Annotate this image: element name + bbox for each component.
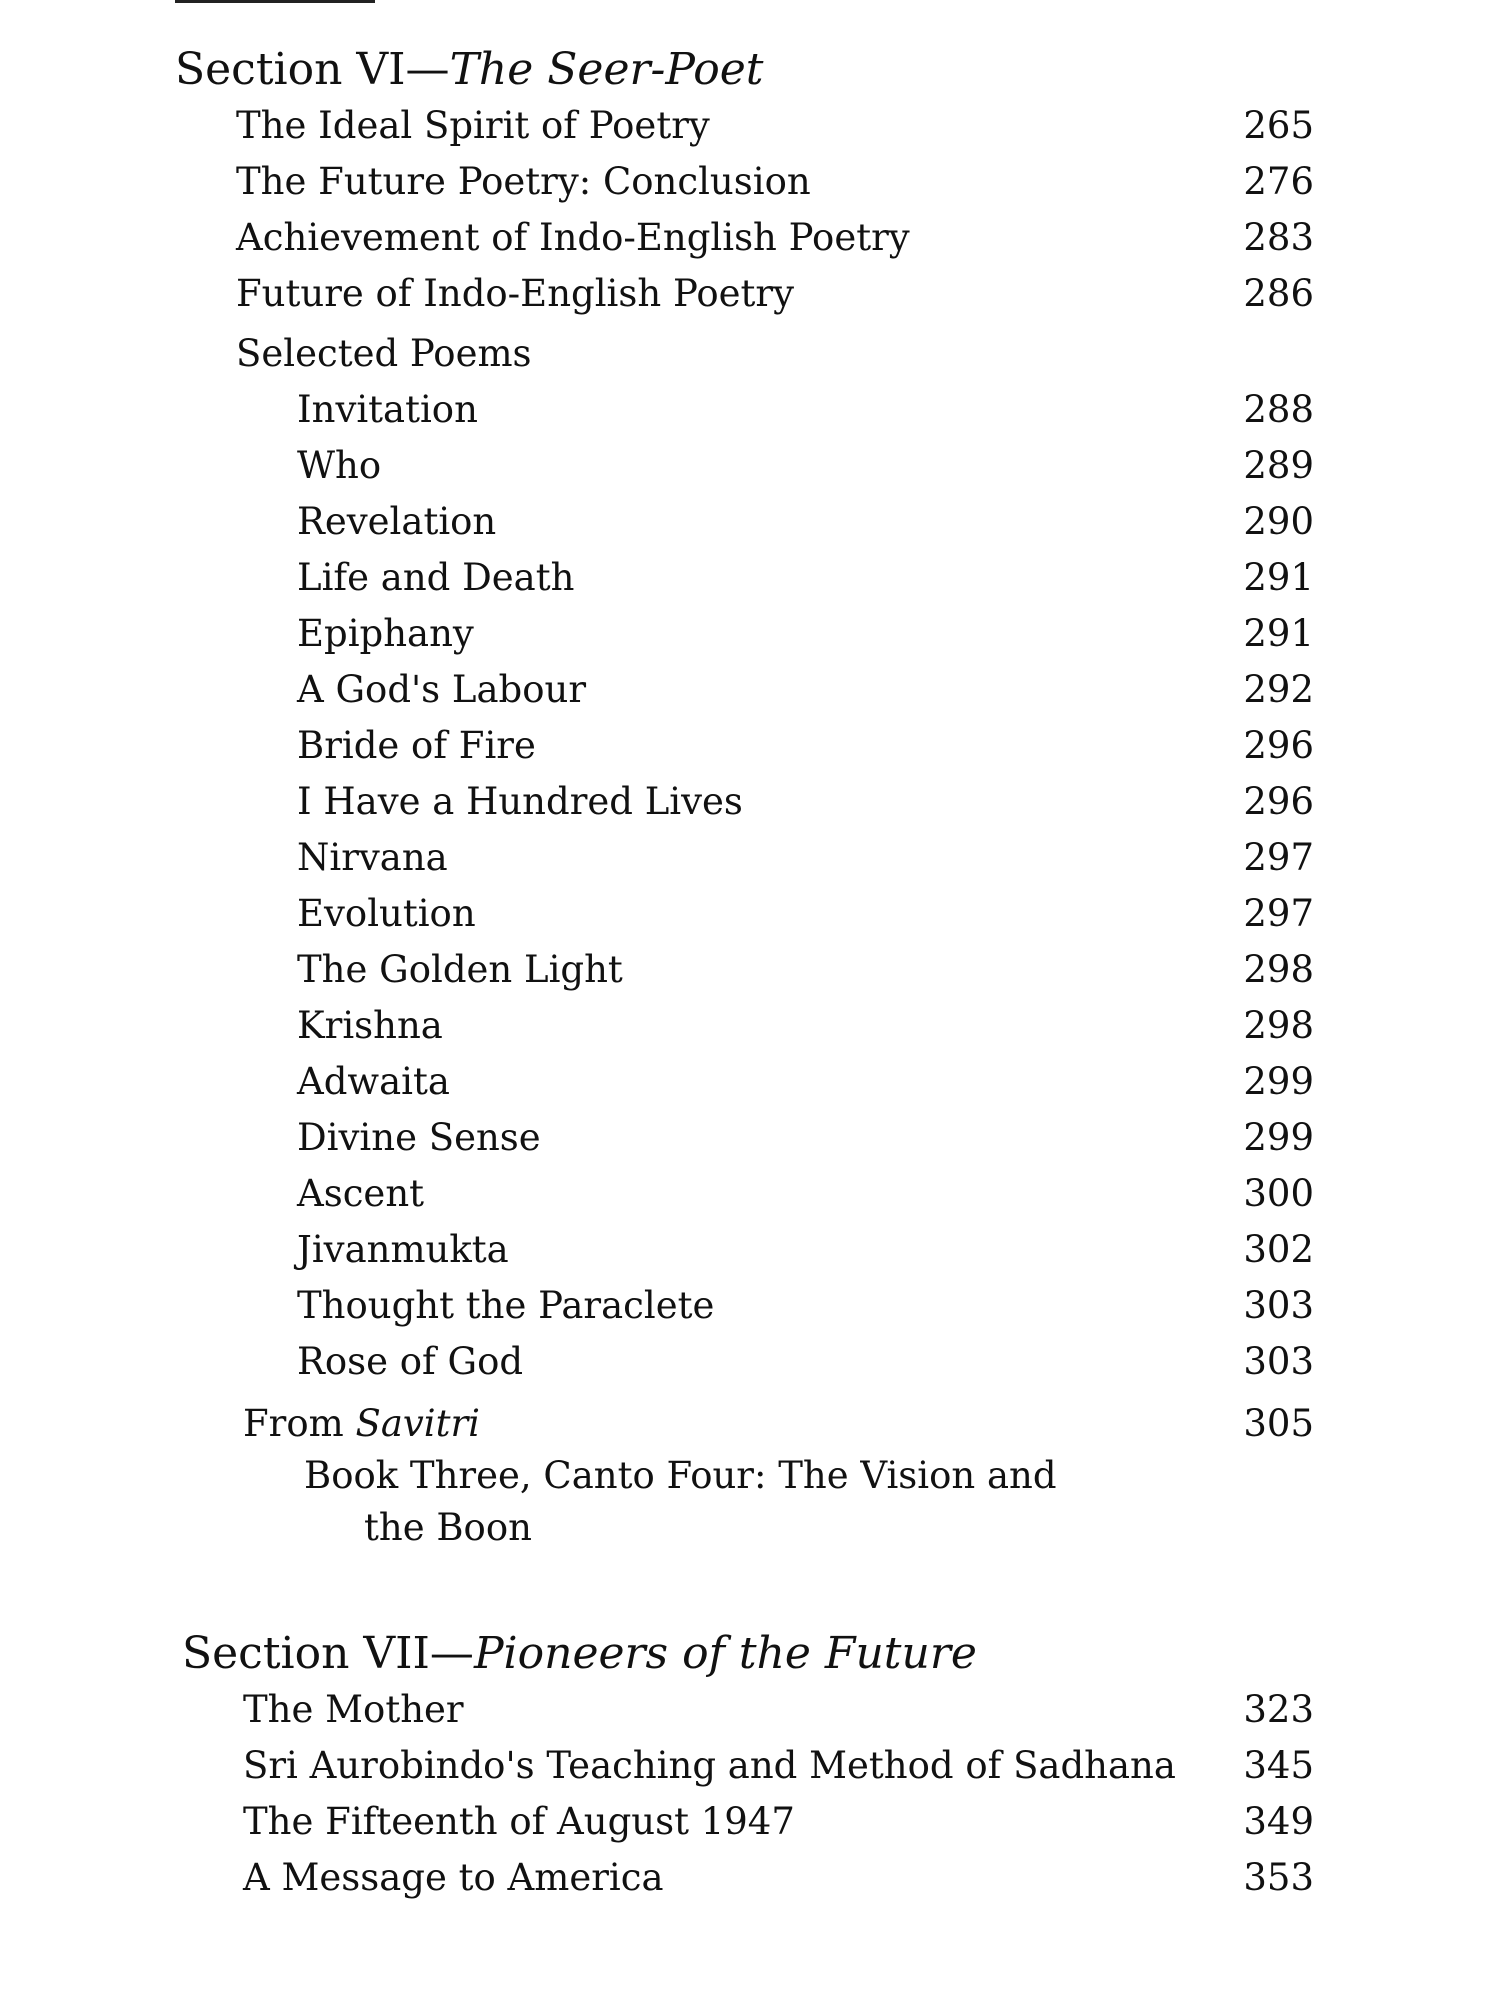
poem-entry: Adwaita 299 — [297, 1060, 1314, 1103]
poem-entry: The Golden Light 298 — [297, 948, 1314, 991]
savitri-subentry-line2: the Boon — [364, 1506, 532, 1549]
toc-entry: Sri Aurobindo's Teaching and Method of Sadhana 345 — [243, 1744, 1314, 1787]
top-rule — [175, 0, 375, 3]
poem-entry: A God's Labour 292 — [297, 668, 1314, 711]
savitri-entry: From Savitri 305 — [243, 1402, 1314, 1445]
poem-entry: Jivanmukta 302 — [297, 1228, 1314, 1271]
poem-entry: Invitation 288 — [297, 388, 1314, 431]
section-vi-heading: Section VI—The Seer-Poet — [175, 44, 764, 95]
poem-entry: Who 289 — [297, 444, 1314, 487]
toc-entry: The Fifteenth of August 1947 349 — [243, 1800, 1314, 1843]
poem-entry: Evolution 297 — [297, 892, 1314, 935]
poem-entry: I Have a Hundred Lives 296 — [297, 780, 1314, 823]
poem-entry: Epiphany 291 — [297, 612, 1314, 655]
poem-entry: Rose of God 303 — [297, 1340, 1314, 1383]
poem-entry: Revelation 290 — [297, 500, 1314, 543]
poem-entry: Nirvana 297 — [297, 836, 1314, 879]
savitri-subentry-line1: Book Three, Canto Four: The Vision and — [304, 1454, 1057, 1497]
poem-entry: Ascent 300 — [297, 1172, 1314, 1215]
toc-entry: The Mother 323 — [243, 1688, 1314, 1731]
toc-entry: The Future Poetry: Conclusion 276 — [236, 160, 1314, 203]
poem-entry: Bride of Fire 296 — [297, 724, 1314, 767]
poem-entry: Divine Sense 299 — [297, 1116, 1314, 1159]
toc-entry: A Message to America 353 — [243, 1856, 1314, 1899]
poem-entry: Life and Death 291 — [297, 556, 1314, 599]
toc-entry: Future of Indo-English Poetry 286 — [236, 272, 1314, 315]
section-vii-heading: Section VII—Pioneers of the Future — [182, 1628, 977, 1679]
poem-entry: Krishna 298 — [297, 1004, 1314, 1047]
poem-entry: Thought the Paraclete 303 — [297, 1284, 1314, 1327]
toc-entry: The Ideal Spirit of Poetry 265 — [236, 104, 1314, 147]
toc-entry: Achievement of Indo-English Poetry 283 — [236, 216, 1314, 259]
selected-poems-label: Selected Poems — [236, 332, 532, 375]
